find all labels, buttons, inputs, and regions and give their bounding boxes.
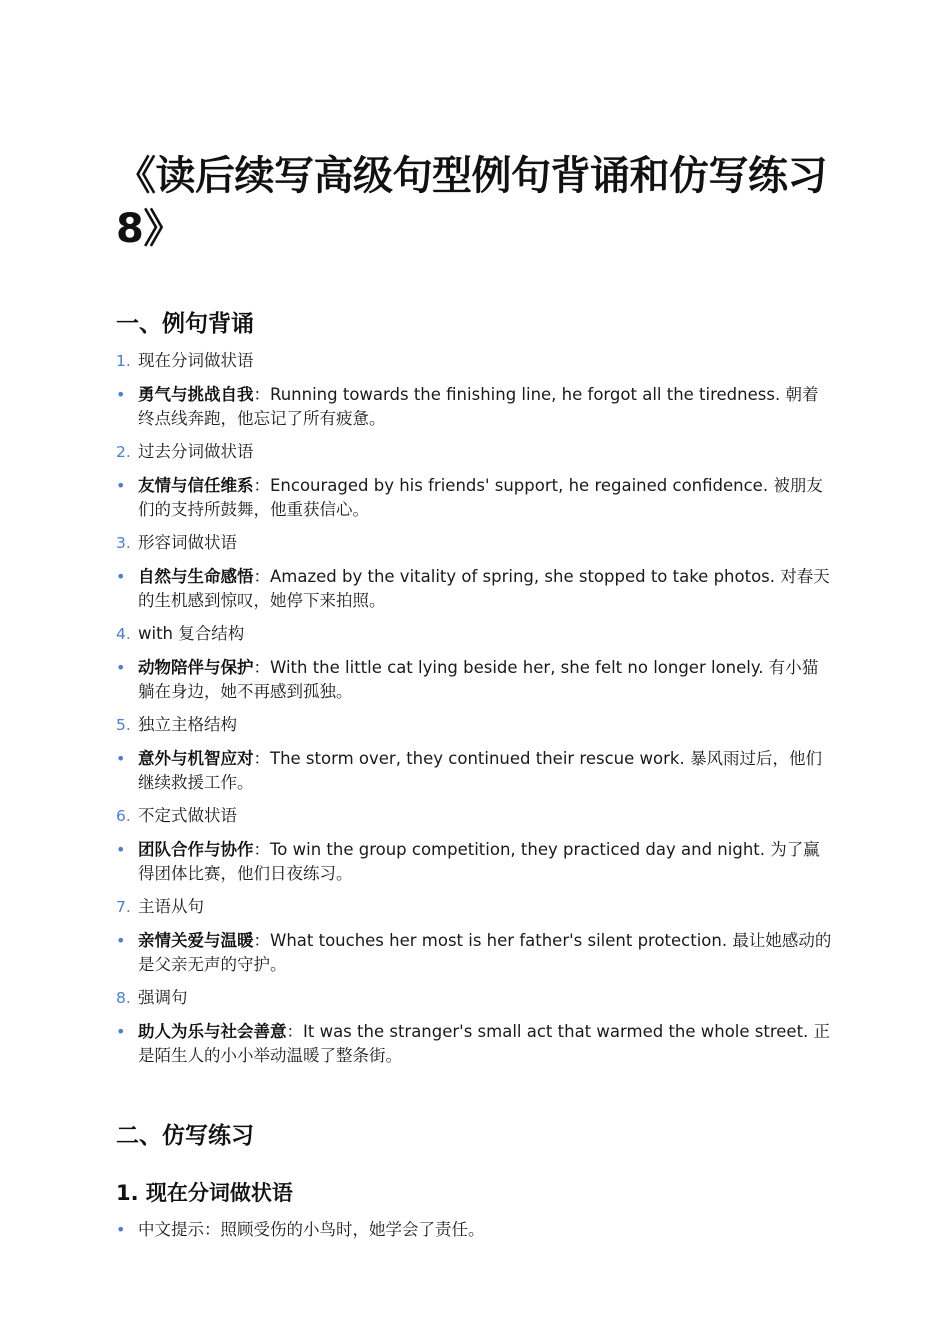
example-sentence-item bbox=[116, 1020, 832, 1068]
example-sentence: ：With the little cat lying beside her, she felt no longer lonely. 有小猫躺在身边，她不再感到孤独。 bbox=[138, 658, 819, 701]
theme-tag: 团队合作与协作 bbox=[138, 840, 254, 859]
structure-label: 独立主格结构 bbox=[138, 715, 237, 734]
example-sentence: ：What touches her most is her father's silent protection. 最让她感动的是父亲无声的守护。 bbox=[138, 931, 832, 974]
section-heading-recitation: 一、例句背诵 bbox=[116, 311, 254, 337]
item-number: 4. bbox=[116, 625, 131, 643]
structure-item bbox=[116, 440, 832, 464]
structure-label: 不定式做状语 bbox=[138, 806, 237, 825]
item-number: 8. bbox=[116, 989, 131, 1007]
bullet-icon: • bbox=[116, 658, 126, 677]
bullet-icon: • bbox=[116, 385, 126, 404]
bullet-icon: • bbox=[116, 749, 126, 768]
example-sentence-item bbox=[116, 656, 832, 704]
document-title: 《读后续写高级句型例句背诵和仿写练习 8》 bbox=[116, 153, 827, 252]
theme-tag: 助人为乐与社会善意 bbox=[138, 1022, 287, 1041]
item-number: 6. bbox=[116, 807, 131, 825]
example-sentence: ：To win the group competition, they practiced day and night. 为了赢得团体比赛，他们日夜练习。 bbox=[138, 840, 820, 883]
bullet-icon: • bbox=[116, 931, 126, 950]
example-sentence: ：Amazed by the vitality of spring, she stopped to take photos. 对春天的生机感到惊叹，她停下来拍照。 bbox=[138, 567, 830, 610]
example-sentence-item bbox=[116, 383, 832, 431]
example-sentence: ：The storm over, they continued their rescue work. 暴风雨过后，他们继续救援工作。 bbox=[138, 749, 822, 792]
item-number: 5. bbox=[116, 716, 131, 734]
example-sentence-item bbox=[116, 929, 832, 977]
example-sentence-item bbox=[116, 747, 832, 795]
item-number: 1. bbox=[116, 352, 131, 370]
structure-item bbox=[116, 622, 832, 646]
structure-item bbox=[116, 713, 832, 737]
theme-tag: 动物陪伴与保护 bbox=[138, 658, 254, 677]
practice-list bbox=[116, 1218, 832, 1242]
structure-label: 强调句 bbox=[138, 988, 188, 1007]
theme-tag: 友情与信任维系 bbox=[138, 476, 254, 495]
theme-tag: 自然与生命感悟 bbox=[138, 567, 254, 586]
structure-item bbox=[116, 895, 832, 919]
theme-tag: 意外与机智应对 bbox=[138, 749, 254, 768]
structure-item bbox=[116, 349, 832, 373]
bullet-icon: • bbox=[116, 1220, 126, 1239]
structure-item bbox=[116, 531, 832, 555]
example-sentence-item bbox=[116, 565, 832, 613]
practice-subheading: 1. 现在分词做状语 bbox=[116, 1181, 293, 1205]
example-sentence: ：It was the stranger's small act that warmed the whole street. 正是陌生人的小小举动温暖了整条街。 bbox=[138, 1022, 831, 1065]
practice-prompt-item bbox=[116, 1218, 832, 1242]
structure-item bbox=[116, 986, 832, 1010]
theme-tag: 勇气与挑战自我 bbox=[138, 385, 254, 404]
example-sentence-item bbox=[116, 838, 832, 886]
item-number: 3. bbox=[116, 534, 131, 552]
structure-label: 现在分词做状语 bbox=[138, 351, 254, 370]
structure-label: 形容词做状语 bbox=[138, 533, 237, 552]
bullet-icon: • bbox=[116, 840, 126, 859]
structure-label: with 复合结构 bbox=[138, 624, 245, 643]
bullet-icon: • bbox=[116, 476, 126, 495]
section-heading-practice: 二、仿写练习 bbox=[116, 1123, 254, 1149]
structure-item bbox=[116, 804, 832, 828]
recitation-list bbox=[116, 349, 832, 1068]
practice-prompt-text: 中文提示：照顾受伤的小鸟时，她学会了责任。 bbox=[138, 1220, 485, 1239]
bullet-icon: • bbox=[116, 567, 126, 586]
item-number: 2. bbox=[116, 443, 131, 461]
example-sentence: ：Running towards the finishing line, he forgot all the tiredness. 朝着终点线奔跑，他忘记了所有疲惫。 bbox=[138, 385, 819, 428]
document-page bbox=[116, 150, 832, 1242]
structure-label: 过去分词做状语 bbox=[138, 442, 254, 461]
example-sentence: ：Encouraged by his friends' support, he regained confidence. 被朋友们的支持所鼓舞，他重获信心。 bbox=[138, 476, 823, 519]
structure-label: 主语从句 bbox=[138, 897, 204, 916]
bullet-icon: • bbox=[116, 1022, 126, 1041]
example-sentence-item bbox=[116, 474, 832, 522]
item-number: 7. bbox=[116, 898, 131, 916]
theme-tag: 亲情关爱与温暖 bbox=[138, 931, 254, 950]
